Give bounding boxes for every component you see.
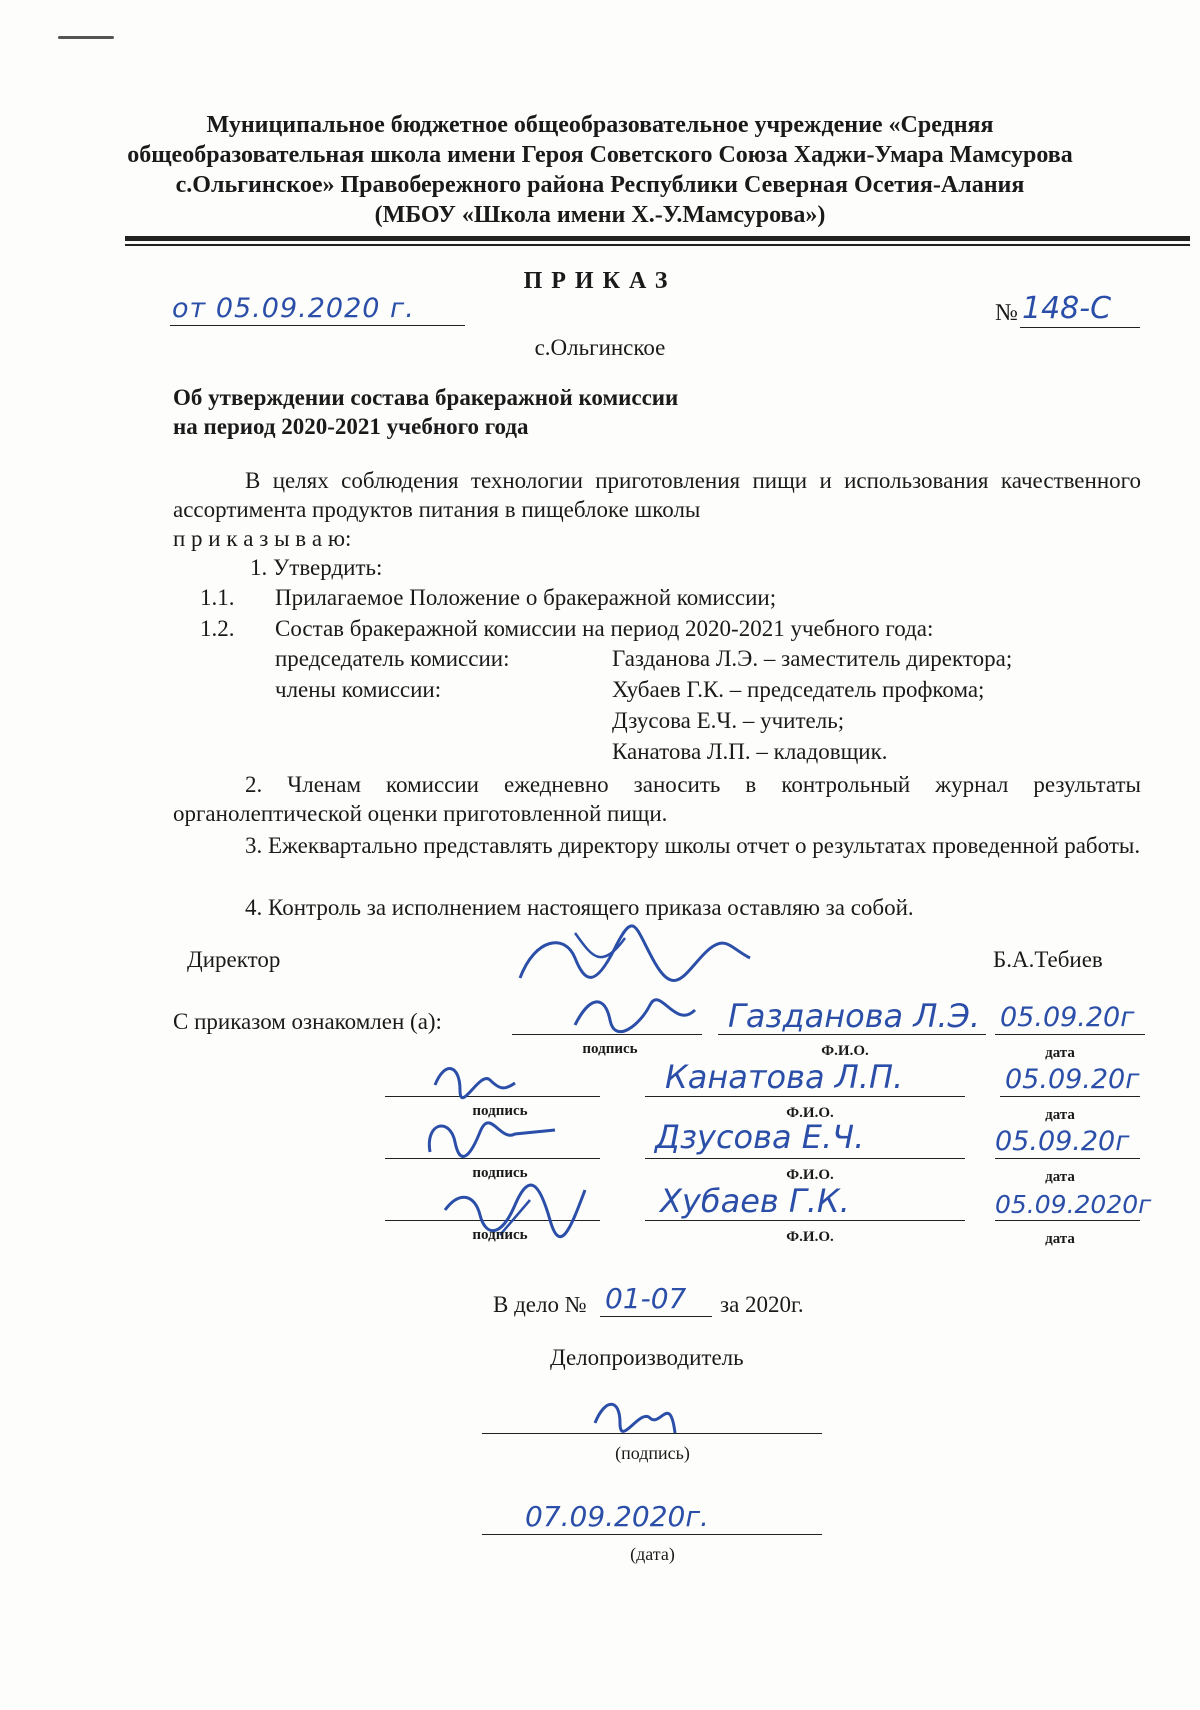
archive-number-handwritten: 01-07 [605,1282,687,1315]
date-caption: дата [1045,1231,1075,1247]
item-1: 1. Утвердить: [250,555,383,580]
header-rule-thin [125,244,1190,246]
name-line [645,1158,965,1159]
handwritten-date: 05.09.20г [995,1126,1130,1157]
archive-prefix: В дело № [493,1292,587,1317]
header-line: общеобразовательная школа имени Героя Советского Союза Хаджи-Умара Мамсурова [127,142,1073,168]
handwritten-signature [570,990,700,1040]
name-caption: Ф.И.О. [821,1043,869,1059]
signature-caption: подпись [472,1227,528,1243]
archive-suffix: за 2020г. [720,1292,804,1317]
date-line [1000,1096,1140,1097]
acquaintance-label: С приказом ознакомлен (а): [173,1009,442,1034]
handwritten-name: Дзусова Е.Ч. [655,1118,865,1156]
item-1-2-number: 1.2. [200,616,235,641]
subject-line: Об утверждении состава бракеражной комиссии [173,385,679,410]
clerk-label: Делопроизводитель [550,1345,744,1370]
date-caption: дата [1045,1169,1075,1185]
signature-caption: подпись [472,1103,528,1119]
handwritten-date: 05.09.2020г [995,1190,1152,1219]
header-line: с.Ольгинское» Правобережного района Республики Северная Осетия-Алания [175,172,1025,198]
handwritten-name: Канатова Л.П. [665,1058,904,1096]
order-place: с.Ольгинское [534,335,666,360]
clerk-date-caption: (дата) [630,1544,675,1564]
name-caption: Ф.И.О. [786,1105,834,1121]
name-caption: Ф.И.О. [786,1167,834,1183]
handwritten-date: 05.09.20г [1000,1002,1135,1033]
name-line [645,1220,965,1221]
item-4: 4. Контроль за исполнением настоящего приказа оставляю за собой. [245,895,914,920]
header-line: (МБОУ «Школа имени Х.-У.Мамсурова») [374,202,826,228]
date-caption: дата [1045,1045,1075,1061]
handwritten-date: 05.09.20г [1005,1064,1140,1095]
members-label: члены комиссии: [275,677,442,702]
date-line [995,1220,1140,1221]
order-subject [173,383,678,441]
item-1-1-number: 1.1. [200,585,235,610]
item-1-2: Состав бракеражной комиссии на период 2020-2021 учебного года: [275,616,934,641]
name-caption: Ф.И.О. [786,1229,834,1245]
header-rule-thick [125,236,1190,241]
signature-caption: подпись [582,1041,638,1057]
member-item: Канатова Л.П. – кладовщик. [612,739,888,764]
clerk-signature-line [482,1433,822,1434]
order-date-handwritten: от 05.09.2020 г. [172,293,415,324]
item-1-1: Прилагаемое Положение о бракеражной комиссии; [275,585,777,610]
director-name: Б.А.Тебиев [993,947,1103,972]
member-item: Хубаев Г.К. – председатель профкома; [612,677,985,702]
clerk-signature-caption: (подпись) [615,1443,690,1463]
scan-artifact [58,36,114,39]
name-line [645,1096,965,1097]
date-line [995,1034,1145,1035]
clerk-date-handwritten: 07.09.2020г. [525,1500,709,1533]
intro-paragraph: В целях соблюдения технологии приготовления пищи и использования качественного ассортимента продуктов питания в пищеблоке школы [173,468,1141,522]
order-number-handwritten: 148-С [1022,291,1112,326]
handwritten-signature [420,1112,560,1167]
handwritten-name: Газданова Л.Э. [728,997,981,1035]
clerk-signature [590,1388,690,1443]
order-number-line [1020,327,1140,328]
header-line: Муниципальное бюджетное общеобразовательное учреждение «Средняя [206,112,994,138]
item-2: 2. Членам комиссии ежедневно заносить в контрольный журнал результаты органолептической оценки приготовленной пищи. [173,772,1141,826]
director-label: Директор [187,947,281,972]
item-3: 3. Ежеквартально представлять директору школы отчет о результатах проведенной работы. [245,833,1141,858]
member-item: Дзусова Е.Ч. – учитель; [612,708,845,733]
chair-name: Газданова Л.Э. – заместитель директора; [612,646,1013,671]
prikazyvayu-text: п р и к а з ы в а ю: [173,526,352,551]
handwritten-name: Хубаев Г.К. [660,1182,850,1220]
date-line [995,1158,1140,1159]
archive-number-line [600,1316,712,1317]
signature-caption: подпись [472,1165,528,1181]
order-number-label: № [995,300,1018,326]
chair-label: председатель комиссии: [275,646,510,671]
organization-header [100,110,1100,230]
subject-line: на период 2020-2021 учебного года [173,414,529,439]
document-title: ПРИКАЗ [523,268,677,294]
handwritten-signature [430,1055,520,1105]
order-date-line [170,325,465,326]
date-caption: дата [1045,1107,1075,1123]
clerk-date-line [482,1534,822,1535]
